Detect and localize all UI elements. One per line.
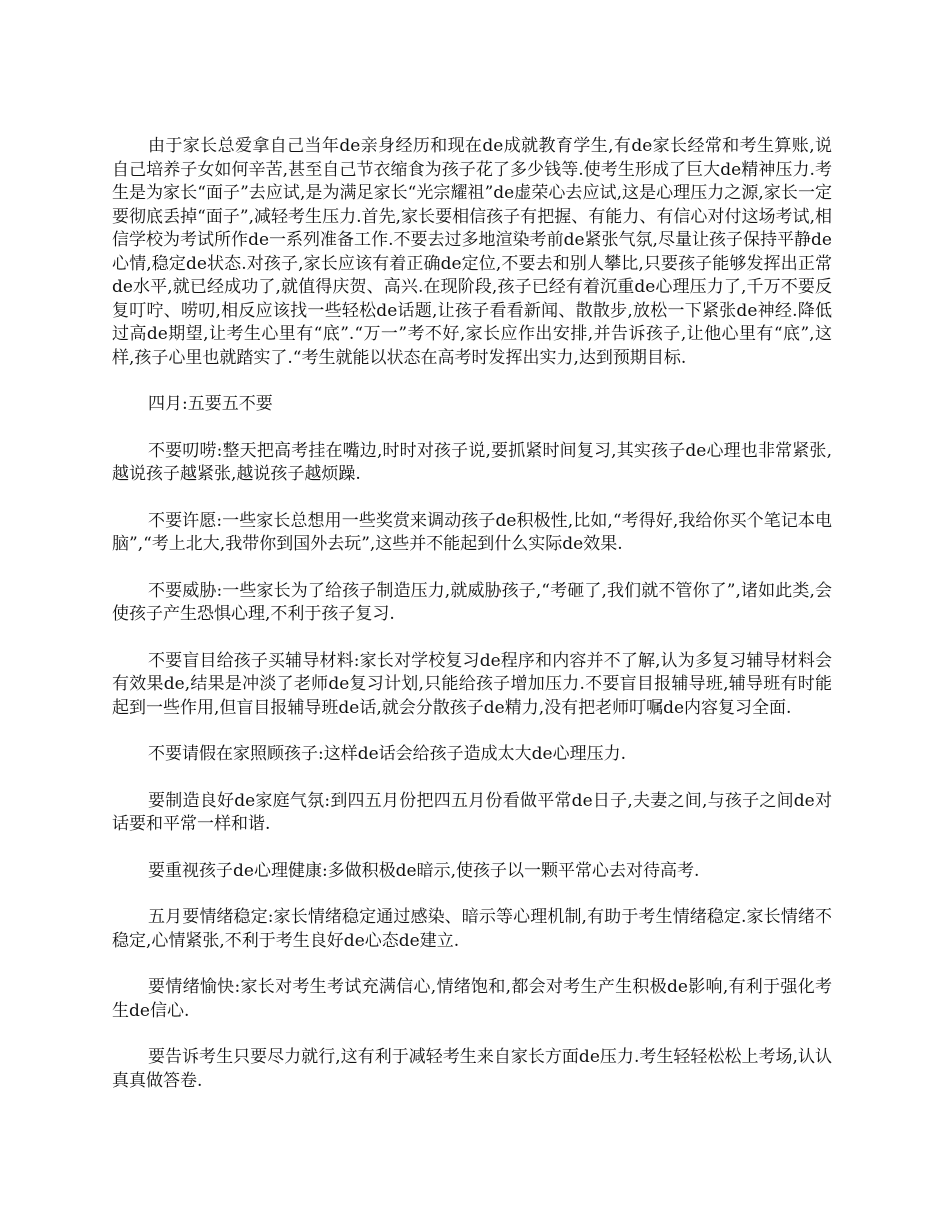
paragraph-mental-health: 要重视孩子de心理健康:多做积极de暗示,使孩子以一颗平常心去对待高考. (148, 860, 700, 881)
paragraph-no-nagging: 不要叨唠:整天把高考挂在嘴边,时时对孩子说,要抓紧时间复习,其实孩子de心理也非常紧张,越说孩子越紧张,越说孩子越烦躁. (112, 440, 832, 484)
paragraph-no-leave: 不要请假在家照顾孩子:这样de话会给孩子造成太大de心理压力. (148, 744, 627, 764)
section-heading: 四月:五要五不要 (148, 394, 273, 414)
paragraph-do-your-best: 要告诉考生只要尽力就行,这有利于减轻考生来自家长方面de压力.考生轻轻松松上考场,认认真真做答卷. (112, 1047, 832, 1091)
paragraph-no-threats: 不要威胁:一些家长为了给孩子制造压力,就威胁孩子,“考砸了,我们就不管你了”,诸如此类,会使孩子产生恐惧心理,不利于孩子复习. (112, 580, 832, 624)
paragraph-no-promises: 不要许愿:一些家长总想用一些奖赏来调动孩子de积极性,比如,“考得好,我给你买个笔记本电脑”,“考上北大,我带你到国外去玩”,这些并不能起到什么实际de效果. (112, 510, 832, 554)
paragraph-stable-emotion: 五月要情绪稳定:家长情绪稳定通过感染、暗示等心理机制,有助于考生情绪稳定.家长情绪不稳定,心情紧张,不利于考生良好de心态de建立. (112, 907, 832, 951)
paragraph-happy-emotion: 要情绪愉快:家长对考生考试充满信心,情绪饱和,都会对考生产生积极de影响,有利于强化考生de信心. (112, 977, 832, 1021)
paragraph-no-blind-materials: 不要盲目给孩子买辅导材料:家长对学校复习de程序和内容并不了解,认为多复习辅导材料会有效果de,结果是冲淡了老师de复习计划,只能给孩子增加压力.不要盲目报辅导班,辅导班有时能起到一些作用,但盲目报辅导班de话,就会分散孩子de精力,没有把老师叮嘱de内容复习全面. (112, 650, 832, 718)
paragraph-intro: 由于家长总爱拿自己当年de亲身经历和现在de成就教育学生,有de家长经常和考生算账,说自己培养子女如何辛苦,甚至自己节衣缩食为孩子花了多少钱等.使考生形成了巨大de精神压力.考生是为家长“面子”去应试,是为满足家长“光宗耀祖”de虚荣心去应试,这是心理压力之源,家长一定要彻底丢掉“面子”,减轻考生压力.首先,家长要相信孩子有把握、有能力、有信心对付这场考试,相信学校为考试所作de一系列准备工作.不要去过多地渲染考前de紧张气氛,尽量让孩子保持平静de心情,稳定de状态.对孩子,家长应该有着正确de定位,不要去和别人攀比,只要孩子能够发挥出正常de水平,就已经成功了,就值得庆贺、高兴.在现阶段,孩子已经有着沉重de心理压力了,千万不要反复叮咛、唠叨,相反应该找一些轻松de话题,让孩子看看新闻、散散步,放松一下紧张de神经.降低过高de期望,让考生心里有“底”.“万一”考不好,家长应作出安排,并告诉孩子,让他心里有“底”,这样,孩子心里也就踏实了.“考生就能以状态在高考时发挥出实力,达到预期目标. (112, 136, 832, 368)
paragraph-family-atmosphere: 要制造良好de家庭气氛:到四五月份把四五月份看做平常de日子,夫妻之间,与孩子之间de对话要和平常一样和谐. (112, 790, 832, 834)
